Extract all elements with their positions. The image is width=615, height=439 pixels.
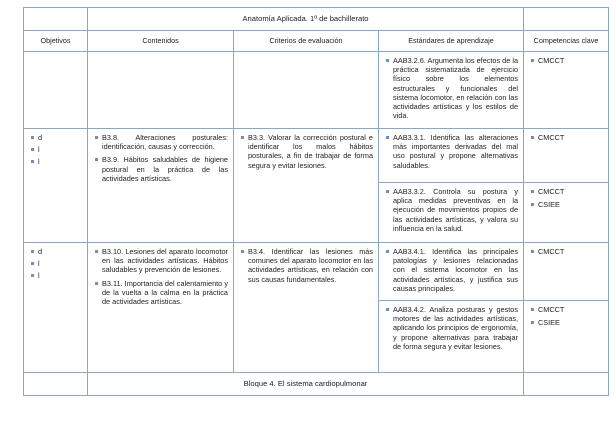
objetivos-cell <box>24 129 88 243</box>
criterio-item: B3.3. Valorar la corrección postural e identificar los malos hábitos posturales, a fin de trabajar de forma segura y evitar lesiones. <box>241 133 373 170</box>
competencias-cell <box>524 183 609 243</box>
competencia-item: CMCCT <box>531 187 603 196</box>
block-title: Bloque 4. El sistema cardiopulmonar <box>88 373 524 396</box>
table-row <box>24 52 609 129</box>
criterios-cell <box>234 129 379 243</box>
estandar-item: AAB3.4.1. Identifica las principales patologías y lesiones relacionadas con el sistema locomotor en las actividades artísticas, y justifica sus causas principales. <box>386 247 518 293</box>
estandar-item: AAB3.3.2. Controla su postura y aplica medidas preventivas en la ejecución de movimientos propios de las actividades artísticas, y valora su influencia en la salud. <box>386 187 518 233</box>
estandar-cell <box>379 52 524 129</box>
contenido-item: B3.11. Importancia del calentamiento y de la vuelta a la calma en la práctica de actividades artísticas. <box>95 279 228 307</box>
estandar-item: AAB3.4.2. Analiza posturas y gestos motores de las actividades artísticas, aplicando los principios de ergonomía, y propone alternativas para trabajar de forma segura y evitar lesiones. <box>386 305 518 351</box>
table-row <box>24 243 609 301</box>
contenidos-cell <box>88 129 234 243</box>
estandar-cell <box>379 183 524 243</box>
footer-left-cell <box>24 373 88 396</box>
competencias-cell <box>524 243 609 301</box>
header-contenidos: Contenidos <box>88 31 234 52</box>
title-row-empty-cell <box>524 8 609 31</box>
objetivo-item: l <box>31 259 82 268</box>
criterios-cell <box>234 52 379 129</box>
table-row <box>24 129 609 183</box>
objetivo-item: l <box>31 157 82 166</box>
competencias-cell <box>524 52 609 129</box>
estandar-item: AAB3.3.1. Identifica las alteraciones más importantes derivadas del mal uso postural y propone alternativas saludables. <box>386 133 518 170</box>
table-corner-cell <box>24 8 88 31</box>
competencias-cell <box>524 301 609 373</box>
objetivos-cell <box>24 243 88 373</box>
competencia-item: CMCCT <box>531 305 603 314</box>
estandar-cell <box>379 129 524 183</box>
contenido-item: B3.10. Lesiones del aparato locomotor en las actividades artísticas. Hábitos saludables y prevención de lesiones. <box>95 247 228 275</box>
objetivos-cell <box>24 52 88 129</box>
estandar-cell <box>379 301 524 373</box>
title-row <box>24 8 609 31</box>
estandar-cell <box>379 243 524 301</box>
competencia-item: CSIEE <box>531 200 603 209</box>
objetivo-item: d <box>31 133 82 142</box>
contenido-item: B3.9. Hábitos saludables de higiene postural en la práctica de las actividades artísticas. <box>95 155 228 183</box>
competencia-item: CMCCT <box>531 56 603 65</box>
contenidos-cell <box>88 243 234 373</box>
competencias-cell <box>524 129 609 183</box>
header-competencias: Competencias clave <box>524 31 609 52</box>
curriculum-table <box>23 7 609 396</box>
header-estandares: Estándares de aprendizaje <box>379 31 524 52</box>
contenidos-cell <box>88 52 234 129</box>
table-title: Anatomía Aplicada. 1º de bachillerato <box>88 8 524 31</box>
contenido-item: B3.8. Alteraciones posturales: identificación, causas y corrección. <box>95 133 228 151</box>
criterio-item: B3.4. Identificar las lesiones más comunes del aparato locomotor en las actividades artísticas, en relación con sus causas fundamentales. <box>241 247 373 284</box>
objetivo-item: l <box>31 145 82 154</box>
competencia-item: CSIEE <box>531 318 603 327</box>
objetivo-item: l <box>31 271 82 280</box>
header-row <box>24 31 609 52</box>
objetivo-item: d <box>31 247 82 256</box>
criterios-cell <box>234 243 379 373</box>
header-objetivos: Objetivos <box>24 31 88 52</box>
header-criterios: Criterios de evaluación <box>234 31 379 52</box>
competencia-item: CMCCT <box>531 247 603 256</box>
footer-row <box>24 373 609 396</box>
estandar-item: AAB3.2.6. Argumenta los efectos de la práctica sistematizada de ejercicio físico sobre los elementos estructurales y funcionales del sistema locomotor, en relación con las actividades artísticas y los estilos de vida. <box>386 56 518 120</box>
footer-right-cell <box>524 373 609 396</box>
competencia-item: CMCCT <box>531 133 603 142</box>
